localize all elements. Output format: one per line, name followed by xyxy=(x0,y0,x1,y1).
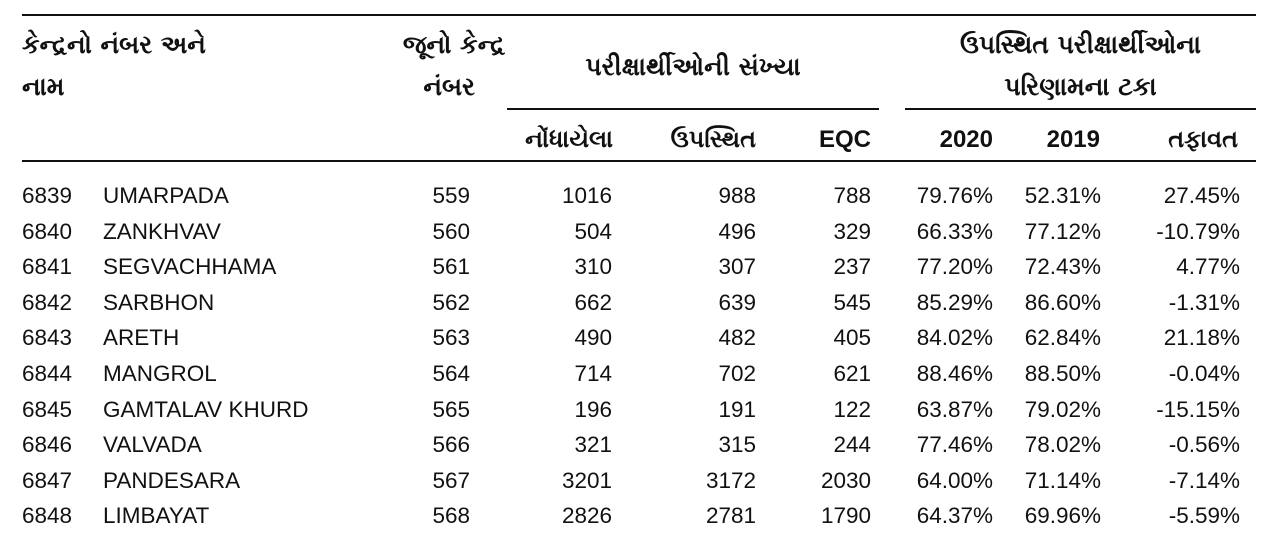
cell-pct-2020: 85.29% xyxy=(916,289,993,315)
cell-registered: 662 xyxy=(574,289,612,315)
cell-pct-2019: 62.84% xyxy=(1024,325,1101,351)
cell-pct-2019: 72.43% xyxy=(1024,254,1101,280)
cell-present: 191 xyxy=(718,396,756,422)
cell-difference: -10.79% xyxy=(1156,218,1240,244)
cell-present: 307 xyxy=(718,254,756,280)
cell-old-center: 564 xyxy=(432,361,470,386)
cell-pct-2020: 77.20% xyxy=(916,254,993,280)
cell-name: SARBHON xyxy=(103,289,215,315)
cell-present: 482 xyxy=(718,325,756,351)
cell-present: 2781 xyxy=(705,503,756,529)
header-result-group-line2: પરિણામના ટકા xyxy=(1004,72,1157,101)
cell-old-center: 561 xyxy=(432,254,470,280)
cell-registered: 1016 xyxy=(561,183,612,208)
cell-present: 496 xyxy=(718,218,756,244)
cell-difference: -0.56% xyxy=(1168,432,1240,458)
cell-code: 6848 xyxy=(22,503,73,529)
subheader-eqc: EQC xyxy=(818,126,871,153)
cell-pct-2020: 79.76% xyxy=(916,183,993,208)
group-rule-results xyxy=(905,108,1256,110)
cell-difference: -15.15% xyxy=(1156,396,1240,422)
cell-name: VALVADA xyxy=(103,432,202,458)
cell-registered: 2826 xyxy=(561,503,612,529)
cell-present: 639 xyxy=(718,289,756,315)
subheader-2020: 2020 xyxy=(939,126,993,153)
cell-eqc: 405 xyxy=(833,325,871,351)
cell-pct-2019: 78.02% xyxy=(1024,432,1101,458)
cell-eqc: 1790 xyxy=(820,503,871,529)
cell-old-center: 566 xyxy=(432,432,470,458)
cell-pct-2020: 63.87% xyxy=(916,396,993,422)
cell-pct-2019: 86.60% xyxy=(1024,289,1101,315)
header-old-center-line2: નંબર xyxy=(423,72,475,101)
cell-old-center: 567 xyxy=(432,467,470,493)
cell-name: GAMTALAV KHURD xyxy=(103,396,309,422)
cell-old-center: 559 xyxy=(432,183,470,208)
cell-present: 315 xyxy=(718,432,756,458)
cell-difference: -0.04% xyxy=(1168,361,1240,386)
cell-old-center: 562 xyxy=(432,289,470,315)
cell-eqc: 545 xyxy=(833,289,871,315)
cell-name: ZANKHVAV xyxy=(103,218,221,244)
cell-pct-2019: 79.02% xyxy=(1024,396,1101,422)
header-old-center-line1: જૂનો કેન્દ્ર xyxy=(402,30,505,59)
subheader-2019: 2019 xyxy=(1046,126,1100,153)
cell-pct-2020: 64.37% xyxy=(916,503,993,529)
subheader-difference: તફાવત xyxy=(1168,125,1238,153)
cell-pct-2020: 64.00% xyxy=(916,467,993,493)
cell-registered: 490 xyxy=(574,325,612,351)
cell-pct-2019: 71.14% xyxy=(1024,467,1101,493)
cell-pct-2020: 84.02% xyxy=(916,325,993,351)
cell-code: 6846 xyxy=(22,432,73,458)
cell-eqc: 237 xyxy=(833,254,871,280)
cell-eqc: 122 xyxy=(833,396,871,422)
cell-code: 6839 xyxy=(22,183,73,208)
cell-difference: -7.14% xyxy=(1168,467,1240,493)
cell-eqc: 244 xyxy=(833,432,871,458)
cell-difference: 4.77% xyxy=(1176,254,1240,280)
cell-pct-2019: 52.31% xyxy=(1024,183,1101,208)
cell-registered: 3201 xyxy=(561,467,612,493)
header-center-name-line2: નામ xyxy=(22,72,65,101)
cell-pct-2020: 66.33% xyxy=(916,218,993,244)
top-rule xyxy=(22,14,1256,16)
cell-old-center: 563 xyxy=(432,325,470,351)
cell-registered: 310 xyxy=(574,254,612,280)
cell-present: 3172 xyxy=(705,467,756,493)
cell-present: 702 xyxy=(718,361,756,386)
subheader-present: ઉપસ્થિત xyxy=(670,125,756,153)
cell-code: 6847 xyxy=(22,467,73,493)
cell-name: LIMBAYAT xyxy=(103,503,210,529)
cell-registered: 196 xyxy=(574,396,612,422)
cell-name: MANGROL xyxy=(103,361,217,386)
cell-present: 988 xyxy=(718,183,756,208)
cell-eqc: 788 xyxy=(833,183,871,208)
cell-name: PANDESARA xyxy=(103,467,241,493)
cell-eqc: 2030 xyxy=(820,467,871,493)
cell-code: 6842 xyxy=(22,289,73,315)
cell-registered: 504 xyxy=(574,218,612,244)
cell-registered: 321 xyxy=(574,432,612,458)
cell-name: SEGVACHHAMA xyxy=(103,254,277,280)
cell-eqc: 329 xyxy=(833,218,871,244)
cell-code: 6843 xyxy=(22,325,73,351)
cell-name: UMARPADA xyxy=(103,183,229,208)
cell-old-center: 568 xyxy=(432,503,470,529)
cell-old-center: 565 xyxy=(432,396,470,422)
cell-pct-2019: 77.12% xyxy=(1024,218,1101,244)
cell-pct-2020: 77.46% xyxy=(916,432,993,458)
subheader-registered: નોંધાયેલા xyxy=(525,125,613,153)
cell-pct-2019: 88.50% xyxy=(1024,361,1101,386)
cell-code: 6840 xyxy=(22,218,73,244)
header-candidates-group: પરીક્ષાર્થીઓની સંખ્યા xyxy=(585,52,801,81)
header-center-name-line1: કેન્દ્રનો નંબર અને xyxy=(22,30,206,59)
cell-code: 6845 xyxy=(22,396,73,422)
group-rule-candidates xyxy=(507,108,879,110)
cell-code: 6844 xyxy=(22,361,73,386)
cell-difference: 21.18% xyxy=(1163,325,1240,351)
cell-pct-2020: 88.46% xyxy=(916,361,993,386)
cell-difference: -5.59% xyxy=(1168,503,1240,529)
header-bottom-rule xyxy=(22,160,1256,162)
cell-registered: 714 xyxy=(574,361,612,386)
header-result-group-line1: ઉપસ્થિત પરીક્ષાર્થીઓના xyxy=(959,30,1202,59)
cell-pct-2019: 69.96% xyxy=(1024,503,1101,529)
cell-code: 6841 xyxy=(22,254,73,280)
cell-eqc: 621 xyxy=(833,361,871,386)
cell-difference: 27.45% xyxy=(1163,183,1240,208)
cell-difference: -1.31% xyxy=(1168,289,1240,315)
cell-name: ARETH xyxy=(103,325,180,351)
cell-old-center: 560 xyxy=(432,218,470,244)
